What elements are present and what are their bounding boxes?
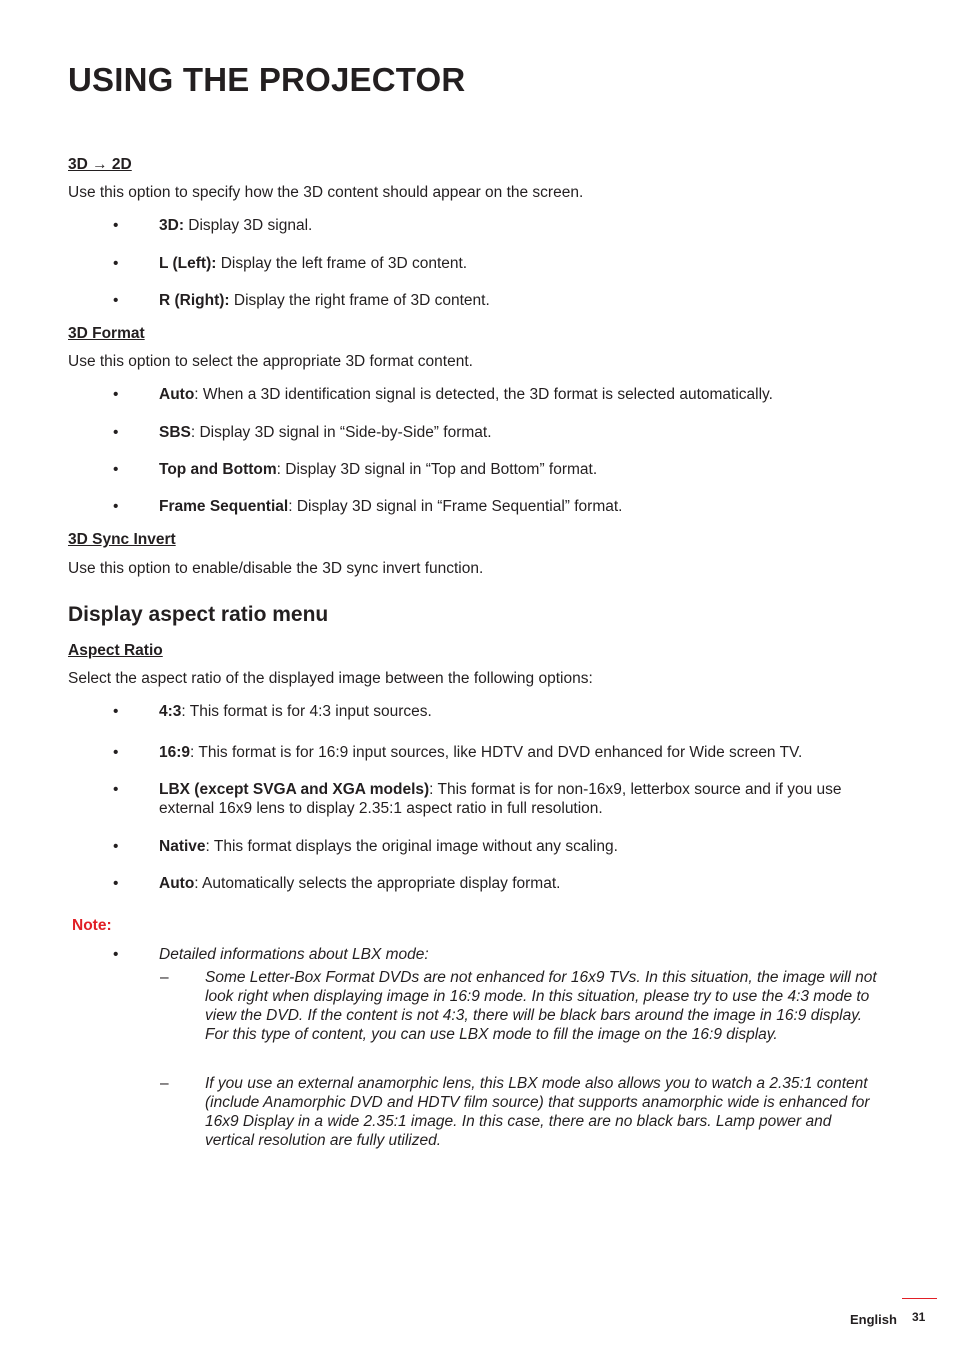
footer-language: English	[850, 1312, 897, 1327]
bullet-glyph: •	[113, 703, 119, 720]
list-item-auto-aspect	[159, 874, 879, 893]
list-item-native	[159, 837, 879, 856]
dash-glyph: –	[160, 969, 169, 986]
bullet-glyph: •	[113, 217, 119, 234]
item-desc: : Display 3D signal in “Side-by-Side” format.	[190, 424, 492, 441]
item-term: Auto	[159, 386, 195, 403]
item-term: Native	[159, 838, 206, 855]
intro-3d-sync-invert: Use this option to enable/disable the 3D sync invert function.	[68, 560, 484, 577]
item-term: Top and Bottom	[159, 461, 277, 478]
intro-aspect-ratio: Select the aspect ratio of the displayed image between the following options:	[68, 670, 593, 687]
list-item-4-3	[159, 702, 879, 721]
bullet-glyph: •	[113, 424, 119, 441]
section-heading-display-aspect: Display aspect ratio menu	[68, 603, 329, 626]
item-desc: : This format is for non-16x9, letterbox source and if you use external 16x9 lens to display 2.35:1 aspect ratio in full resolution.	[159, 781, 842, 817]
list-item-top-bottom	[159, 460, 879, 479]
item-desc: Display the right frame of 3D content.	[229, 292, 490, 309]
dash-glyph: –	[160, 1075, 169, 1092]
item-term: SBS	[159, 424, 191, 441]
bullet-glyph: •	[113, 255, 119, 272]
item-term: Auto	[159, 875, 195, 892]
heading-aspect-ratio: Aspect Ratio	[68, 642, 163, 659]
footer-rule	[902, 1298, 937, 1299]
list-item-auto	[159, 385, 879, 404]
list-item-3d	[159, 216, 879, 235]
item-desc: Display 3D signal.	[183, 217, 313, 234]
item-term: R (Right):	[159, 292, 230, 309]
item-desc: : This format is for 16:9 input sources, like HDTV and DVD enhanced for Wide screen TV.	[190, 744, 803, 761]
bullet-glyph: •	[113, 386, 119, 403]
page-number: 31	[912, 1310, 926, 1324]
item-term: LBX (except SVGA and XGA models)	[159, 781, 430, 798]
bullet-glyph: •	[113, 744, 119, 761]
bullet-glyph: •	[113, 461, 119, 478]
note-subitem-anamorphic: If you use an external anamorphic lens, this LBX mode also allows you to watch a 2.35:1 content (include Anamorphic DVD and HDTV film source) that supports anamorphic wide is enhanced for 16x9 Display in a wide 2.35:1 image. In this case, there are no black bars. Lamp power and vertical resolution are fully utilized.	[205, 1075, 870, 1149]
intro-3d-to-2d: Use this option to specify how the 3D content should appear on the screen.	[68, 184, 584, 201]
heading-3d-sync-invert: 3D Sync Invert	[68, 531, 176, 548]
item-term: L (Left):	[159, 255, 217, 272]
bullet-glyph: •	[113, 292, 119, 309]
bullet-glyph: •	[113, 781, 119, 798]
item-desc: : This format is for 4:3 input sources.	[181, 703, 432, 720]
heading-3d-format: 3D Format	[68, 325, 145, 342]
note-lead: Detailed informations about LBX mode:	[159, 946, 429, 963]
intro-3d-format: Use this option to select the appropriate 3D format content.	[68, 353, 473, 370]
note-subitem-letterbox: Some Letter-Box Format DVDs are not enhanced for 16x9 TVs. In this situation, the image will not look right when displaying image in 16:9 mode. In this situation, please try to use the 4:3 mode to view the DVD. If the content is not 4:3, there will be black bars around the image in 16:9 display. For this type of content, you can use LBX mode to fill the image on the 16:9 display.	[205, 969, 877, 1043]
list-item-lbx	[159, 780, 871, 818]
bullet-glyph: •	[113, 946, 119, 963]
list-item-left	[159, 254, 879, 273]
item-desc: : When a 3D identification signal is detected, the 3D format is selected automatically.	[194, 386, 773, 403]
item-desc: : Display 3D signal in “Top and Bottom” format.	[276, 461, 598, 478]
list-item-frame-sequential	[159, 497, 879, 516]
item-desc: : This format displays the original image without any scaling.	[205, 838, 618, 855]
list-item-right	[159, 291, 879, 310]
item-term: 16:9	[159, 744, 191, 761]
page-title: USING THE PROJECTOR	[68, 61, 466, 98]
item-desc: : Display 3D signal in “Frame Sequential” format.	[288, 498, 623, 515]
item-term: 3D:	[159, 217, 184, 234]
item-desc: Display the left frame of 3D content.	[216, 255, 468, 272]
bullet-glyph: •	[113, 838, 119, 855]
list-item-sbs	[159, 423, 879, 442]
bullet-glyph: •	[113, 498, 119, 515]
item-term: Frame Sequential	[159, 498, 289, 515]
bullet-glyph: •	[113, 875, 119, 892]
item-term: 4:3	[159, 703, 182, 720]
note-label: Note:	[72, 917, 112, 934]
list-item-16-9	[159, 743, 879, 762]
heading-3d-to-2d: 3D → 2D	[68, 156, 132, 173]
item-desc: : Automatically selects the appropriate display format.	[194, 875, 561, 892]
